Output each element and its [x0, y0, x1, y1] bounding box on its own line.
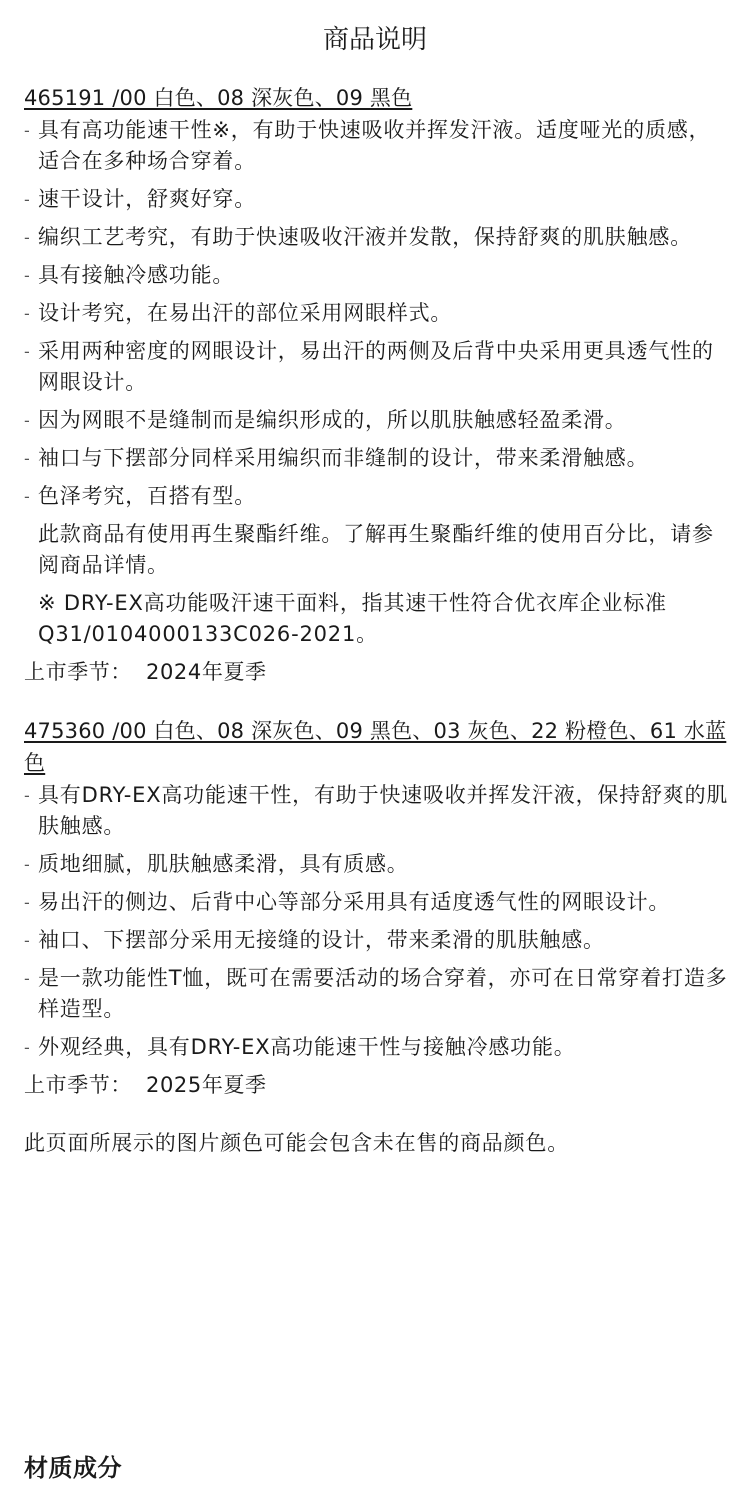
- feature-item: [24, 336, 730, 398]
- feature-text: 袖口、下摆部分采用无接缝的设计，带来柔滑的肌肤触感。: [38, 928, 605, 952]
- product-section: [24, 715, 730, 1101]
- feature-text: 袖口与下摆部分同样采用编织而非缝制的设计，带来柔滑触感。: [38, 446, 649, 470]
- feature-text: 质地细腻，肌肤触感柔滑，具有质感。: [38, 852, 409, 876]
- feature-item: [24, 780, 730, 842]
- season-value: 2025年夏季: [146, 1073, 267, 1097]
- dash-bullet: -: [24, 190, 31, 209]
- dash-bullet: -: [24, 304, 31, 323]
- feature-text: 速干设计，舒爽好穿。: [38, 187, 256, 211]
- dash-bullet: -: [24, 931, 31, 950]
- feature-text: 具有DRY-EX高功能速干性，有助于快速吸收并挥发汗液，保持舒爽的肌肤触感。: [38, 783, 729, 838]
- product-code-line: 465191 /00 白色、08 深灰色、09 黑色: [24, 86, 413, 110]
- dash-bullet: -: [24, 1038, 31, 1057]
- dash-bullet: -: [24, 786, 31, 805]
- feature-text: 设计考究，在易出汗的部位采用网眼样式。: [38, 301, 453, 325]
- dry-ex-standard-note: ※ DRY-EX高功能吸汗速干面料，指其速干性符合优衣库企业标准Q31/0104000133C026-2021。: [38, 591, 667, 646]
- release-season: [24, 1070, 730, 1101]
- feature-item: [24, 887, 730, 918]
- feature-item: [24, 963, 730, 1025]
- feature-item: [24, 849, 730, 880]
- feature-item: [24, 443, 730, 474]
- feature-item: [24, 481, 730, 512]
- product-code-line: 475360 /00 白色、08 深灰色、09 黑色、03 灰色、22 粉橙色、61 水蓝色: [24, 719, 727, 775]
- color-disclaimer: 此页面所展示的图片颜色可能会包含未在售的商品颜色。: [24, 1131, 569, 1155]
- feature-text: 易出汗的侧边、后背中心等部分采用具有适度透气性的网眼设计。: [38, 890, 671, 914]
- product-section: [24, 82, 730, 688]
- dash-bullet: -: [24, 342, 31, 361]
- release-season: [24, 657, 730, 688]
- dash-bullet: -: [24, 266, 31, 285]
- feature-item: [24, 184, 730, 215]
- feature-text: 因为网眼不是缝制而是编织形成的，所以肌肤触感轻盈柔滑。: [38, 408, 627, 432]
- description-content: [24, 82, 730, 1159]
- feature-text: 具有接触冷感功能。: [38, 263, 235, 287]
- feature-item: [24, 115, 730, 177]
- dash-bullet: -: [24, 969, 31, 988]
- dash-bullet: -: [24, 855, 31, 874]
- dash-bullet: -: [24, 487, 31, 506]
- feature-text: 色泽考究，百搭有型。: [38, 484, 256, 508]
- feature-text: 是一款功能性T恤，既可在需要活动的场合穿着，亦可在日常穿着打造多样造型。: [38, 966, 728, 1021]
- season-label: 上市季节：: [24, 1073, 132, 1097]
- feature-item: [24, 925, 730, 956]
- feature-item: [24, 298, 730, 329]
- section-spacer: [24, 1101, 730, 1128]
- feature-text: 外观经典，具有DRY-EX高功能速干性与接触冷感功能。: [38, 1035, 576, 1059]
- material-composition-heading[interactable]: 材质成分: [24, 1454, 122, 1482]
- season-label: 上市季节：: [24, 660, 132, 684]
- feature-item: [24, 222, 730, 253]
- feature-item: [24, 405, 730, 436]
- season-value: 2024年夏季: [146, 660, 267, 684]
- feature-item: [24, 260, 730, 291]
- dash-bullet: -: [24, 411, 31, 430]
- page-title: 商品说明: [322, 25, 427, 55]
- feature-text: 具有高功能速干性※，有助于快速吸收并挥发汗液。适度哑光的质感，适合在多种场合穿着。: [38, 118, 711, 173]
- feature-text: 采用两种密度的网眼设计，易出汗的两侧及后背中央采用更具透气性的网眼设计。: [38, 339, 714, 394]
- dash-bullet: -: [24, 893, 31, 912]
- dash-bullet: -: [24, 121, 31, 140]
- dash-bullet: -: [24, 228, 31, 247]
- recycled-polyester-note: 此款商品有使用再生聚酯纤维。了解再生聚酯纤维的使用百分比，请参阅商品详情。: [38, 522, 714, 577]
- feature-item: [24, 1032, 730, 1063]
- dash-bullet: -: [24, 449, 31, 468]
- feature-text: 编织工艺考究，有助于快速吸收汗液并发散，保持舒爽的肌肤触感。: [38, 225, 692, 249]
- section-spacer: [24, 688, 730, 715]
